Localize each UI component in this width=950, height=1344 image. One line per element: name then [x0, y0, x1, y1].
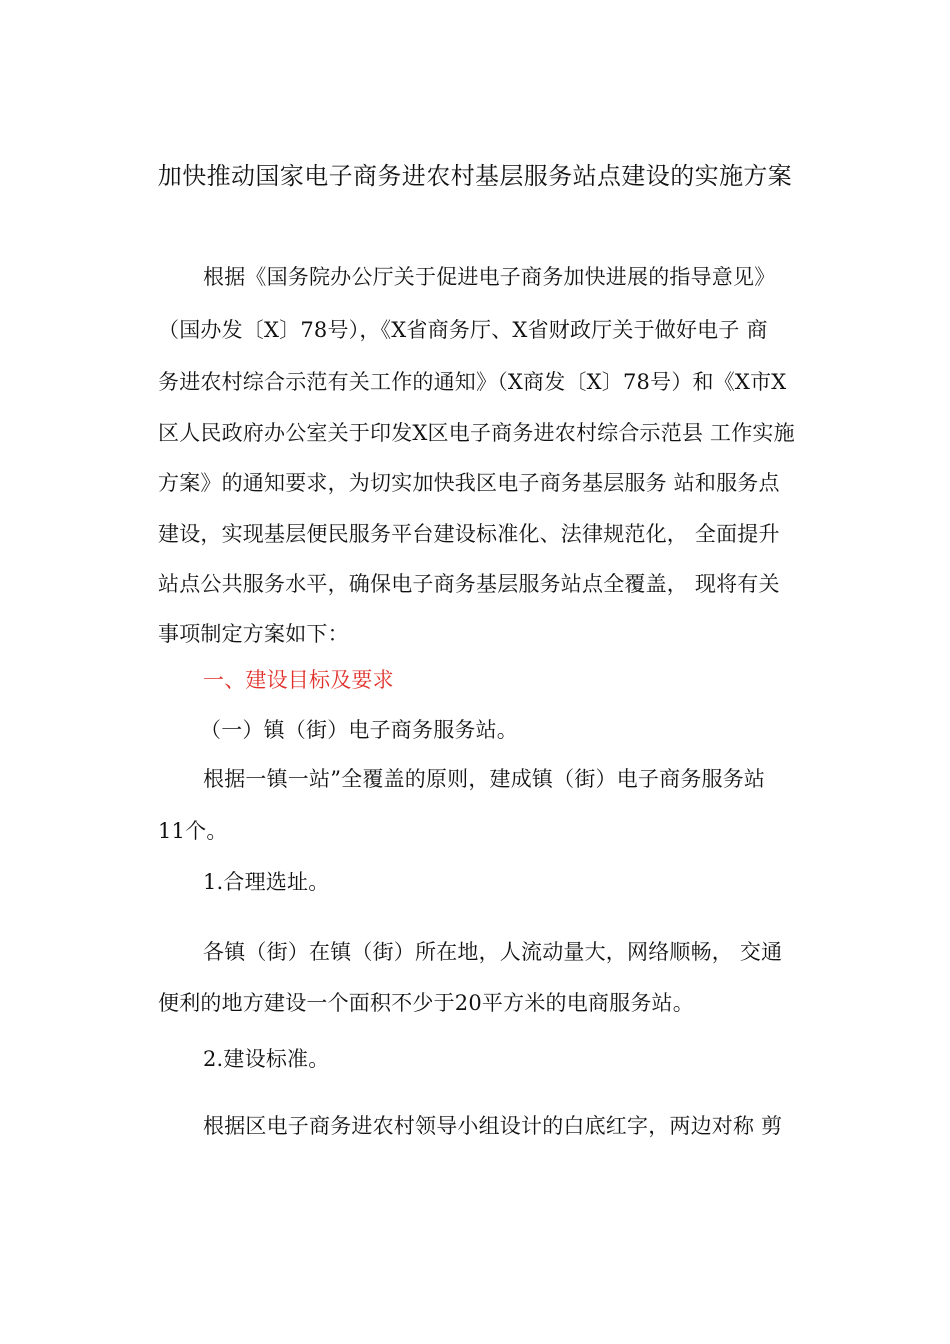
item1-body-line-1: 各镇（街）在镇（街）所在地，人流动量大，网络顺畅， 交通	[203, 940, 783, 964]
para1-line-2: 11个。	[158, 819, 228, 843]
intro-line-7: 站点公共服务水平，确保电子商务基层服务站点全覆盖， 现将有关	[158, 572, 780, 596]
intro-line-1: 根据《国务院办公厅关于促进电子商务加快进展的指导意见》	[203, 265, 776, 289]
intro-line-5: 方案》的通知要求，为切实加快我区电子商务基层服务 站和服务点	[158, 471, 780, 495]
intro-line-8: 事项制定方案如下：	[158, 622, 349, 646]
intro-line-3: 务进农村综合示范有关工作的通知》（X商发〔X〕78号）和《X市X	[158, 370, 787, 394]
item1-title: 1.合理选址。	[203, 870, 330, 894]
item1-body-line-2: 便利的地方建设一个面积不少于20平方米的电商服务站。	[158, 991, 694, 1015]
intro-line-2: （国办发〔X〕78号），《X省商务厅、X省财政厅关于做好电子 商	[158, 318, 768, 342]
para1-line-1: 根据一镇一站”全覆盖的原则，建成镇（街）电子商务服务站	[203, 767, 766, 791]
intro-line-6: 建设，实现基层便民服务平台建设标准化、法律规范化， 全面提升	[158, 522, 780, 546]
intro-line-4: 区人民政府办公室关于印发X区电子商务进农村综合示范县 工作实施	[158, 421, 795, 445]
document-title: 加快推动国家电子商务进农村基层服务站点建设的实施方案	[157, 162, 793, 190]
section-heading: 一、建设目标及要求	[203, 668, 394, 692]
item2-title: 2.建设标准。	[203, 1047, 330, 1071]
item2-body-line-1: 根据区电子商务进农村领导小组设计的白底红字，两边对称 剪	[203, 1114, 783, 1138]
subsection-heading: （一）镇（街）电子商务服务站。	[200, 718, 518, 742]
